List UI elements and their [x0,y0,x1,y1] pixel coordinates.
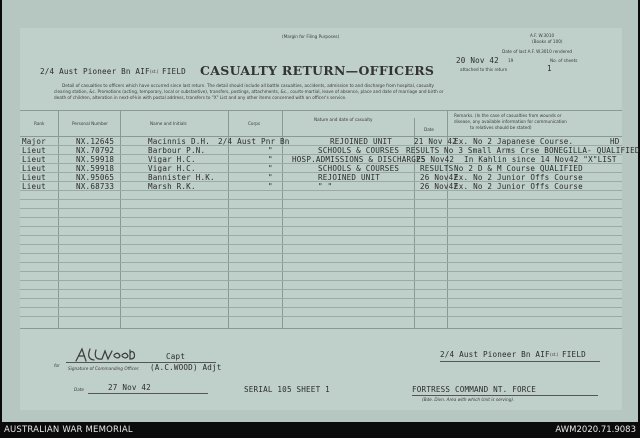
cell-name: Marsh R.K. [148,182,196,191]
col-divider-rank [58,110,59,328]
archive-id: AWM2020.71.9083 [555,425,636,435]
col-header-remarks-1: Remarks. (In the case of casualties from wounds or [454,113,562,118]
force-note: (Bde. Divn. Area with which Unit is serving). [422,397,515,402]
col-header-corps: Corps [248,121,261,126]
force-rule [412,395,598,396]
signer-name: (A.C.WOOD) Adjt [150,363,222,372]
table-bottom-rule [20,328,622,329]
sheets-attached-label: attached to this return [460,67,508,72]
col-header-date: Date [424,127,435,132]
col-header-remarks-2: disease, any available information for communication [454,119,567,124]
books-note: (Books of 100) [532,39,563,44]
cell-number: NX.59918 [76,164,115,173]
cell-nature: REJOINED UNIT [318,173,381,182]
footer-unit-field: FIELD [562,350,586,359]
cell-corps: " [268,164,273,173]
cell-nature: REJOINED UNIT [330,137,393,146]
col-header-name: Name and Initials [150,121,187,126]
cell-date: RESULTS [406,146,440,155]
cell-rank: Lieut [22,155,46,164]
footer-unit: 2/4 Aust Pioneer Bn AIF [440,350,550,359]
filing-margin-note: (Margin for Filing Purposes) [282,34,340,39]
unit-rule [440,361,600,362]
cell-number: NX.12645 [76,137,115,146]
cell-nature: SCHOOLS & COURSES [318,164,400,173]
cell-rank: Major [22,137,46,146]
signer-rank: Capt [166,352,186,361]
serial-number: SERIAL 105 SHEET 1 [244,385,330,394]
col-header-remarks-3: to relatives should be stated) [470,125,532,130]
cell-date: 26 Nov42 [420,182,459,191]
cell-name: Barbour P.N. [148,146,206,155]
unit-suffix: (st.) [150,69,159,74]
form-number: A.F. W.3010 [530,33,555,38]
date-value: 27 Nov 42 [108,383,151,392]
cell-rank: Lieut [22,173,46,182]
unit-field: FIELD [162,67,186,76]
cell-remarks: Ex. No 2 Junior Offs Course [454,182,583,191]
signature-label: Signature of Commanding Officer. [68,366,140,371]
cell-name: Vigar H.C. [148,155,196,164]
cell-rank: Lieut [22,182,46,191]
table-top-rule [20,110,622,111]
cell-date: RESULTS [420,164,454,173]
casualty-return-form [20,28,640,410]
cell-nature: " " [318,182,333,191]
date-label: Date [74,387,85,392]
cell-remarks: Ex. No 2 Junior Offs Course [454,173,583,182]
cell-overflow: HD [610,137,620,146]
date-last-label: Date of last A.F. W.3010 rendered [502,49,573,54]
cell-name: Macinnis D.H. [148,137,211,146]
cell-number: NX.95065 [76,173,115,182]
cell-number: NX.70792 [76,146,115,155]
cell-remarks: Ex. No 2 Japanese Course. [454,137,574,146]
instructions-line-1: Detail of casualties to officers which have occurred since last return. The detail should include all battle casualties, accidents, admission to and discharge from hospital, casualty [62,83,434,88]
instructions-line-3: death of children, alteration in next-of-kin with postal address, transfers to "X" List and any other items concerned with an officer's service. [54,95,347,100]
page-title: CASUALTY RETURN—OFFICERS [200,63,435,78]
col-header-nature: Nature and date of casualty [314,117,373,122]
cell-corps: 2/4 Aust Pnr Bn [218,137,290,146]
cell-nature: SCHOOLS & COURSES [318,146,400,155]
cell-number: NX.68733 [76,182,115,191]
cell-corps: " [268,146,273,155]
date-last-value: 20 Nov 42 [456,56,499,65]
archive-caption-bar [0,422,640,438]
force-name: FORTRESS COMMAND NT. FORCE [412,385,537,394]
archive-name: AUSTRALIAN WAR MEMORIAL [4,425,133,435]
cell-rank: Lieut [22,146,46,155]
cell-date: 21 Nov 42 [414,137,457,146]
date-last-suffix: 19 [508,58,514,63]
col-header-number: Personal Number [72,121,108,126]
sheets-value: 1 [547,64,552,73]
cell-corps: " [268,155,273,164]
cell-remarks: In Kahlin since 14 Nov42 "X"LIST [464,155,617,164]
sheets-label: No. of sheets [550,58,578,63]
unit-name: 2/4 Aust Pioneer Bn AIF [40,67,150,76]
col-header-rank: Rank [34,121,45,126]
cell-date: 25 Nov42 [416,155,455,164]
document-sheet [2,0,638,422]
cell-nature: HOSP.ADMISSIONS & DISCHARGES [292,155,426,164]
footer-unit-suffix: (st.) [550,352,559,357]
date-rule [88,393,208,394]
cell-date: 26 Nov42 [420,173,459,182]
cell-name: Vigar H.C. [148,164,196,173]
col-divider-number [120,110,121,328]
cell-name: Bannister H.K. [148,173,215,182]
cell-remarks: No 3 Small Arms Crse BONEGILLA- QUALIFIED [444,146,640,155]
cell-corps: " [268,173,273,182]
instructions-line-2: clearing station, &c. Promotions (acting, temporary, local or substantive), transfers, postings, attachments, &c., courts-martial, leave of absence, place and date of marriage and birth or [54,89,444,94]
cell-rank: Lieut [22,164,46,173]
for-label: for [54,363,60,368]
cell-remarks: No 2 D & M Course QUALIFIED [454,164,583,173]
cell-corps: " [268,182,273,191]
cell-number: NX.59918 [76,155,115,164]
